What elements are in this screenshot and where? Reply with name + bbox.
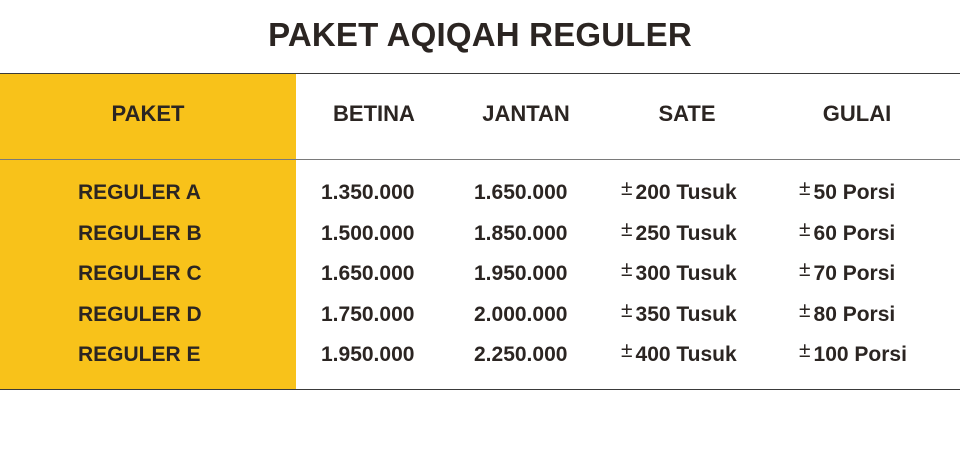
page-title: PAKET AQIQAH REGULER (268, 16, 692, 53)
plus-minus-sign: ± (621, 177, 633, 200)
row-b-paket: REGULER B (78, 222, 202, 245)
header-paket: PAKET (111, 101, 185, 126)
row-d-sate: ± 350 Tusuk (621, 299, 737, 326)
row-a-betina: 1.350.000 (321, 181, 415, 204)
row-b-betina: 1.500.000 (321, 222, 415, 245)
plus-minus-sign: ± (799, 258, 811, 281)
row-a-jantan: 1.650.000 (474, 181, 568, 204)
row-d-betina: 1.750.000 (321, 303, 415, 326)
row-b-sate: ± 250 Tusuk (621, 218, 737, 245)
header-gulai: GULAI (822, 101, 892, 126)
row-b-gulai: ± 60 Porsi (799, 218, 896, 245)
row-e-sate: ± 400 Tusuk (621, 339, 737, 366)
row-c-gulai: ± 70 Porsi (799, 258, 896, 285)
row-b-jantan: 1.850.000 (474, 222, 568, 245)
table-bottom-rule (0, 389, 960, 390)
plus-minus-sign: ± (799, 299, 811, 322)
plus-minus-sign: ± (621, 218, 633, 241)
plus-minus-sign: ± (621, 339, 633, 362)
row-e-betina: 1.950.000 (321, 343, 415, 366)
row-c-betina: 1.650.000 (321, 262, 415, 285)
plus-minus-sign: ± (621, 258, 633, 281)
row-e-gulai: ± 100 Porsi (799, 339, 907, 366)
header-betina: BETINA (333, 101, 415, 126)
row-d-paket: REGULER D (78, 303, 202, 326)
row-e-paket: REGULER E (78, 343, 201, 366)
row-d-gulai: ± 80 Porsi (799, 299, 896, 326)
row-d-jantan: 2.000.000 (474, 303, 568, 326)
row-e-jantan: 2.250.000 (474, 343, 568, 366)
row-a-gulai: ± 50 Porsi (799, 177, 896, 204)
plus-minus-sign: ± (799, 339, 811, 362)
header-divider (0, 159, 960, 160)
plus-minus-sign: ± (799, 218, 811, 241)
header-jantan: JANTAN (482, 101, 570, 126)
row-a-sate: ± 200 Tusuk (621, 177, 737, 204)
row-c-sate: ± 300 Tusuk (621, 258, 737, 285)
row-a-paket: REGULER A (78, 181, 201, 204)
plus-minus-sign: ± (799, 177, 811, 200)
row-c-paket: REGULER C (78, 262, 202, 285)
row-c-jantan: 1.950.000 (474, 262, 568, 285)
header-sate: SATE (658, 101, 716, 126)
plus-minus-sign: ± (621, 299, 633, 322)
